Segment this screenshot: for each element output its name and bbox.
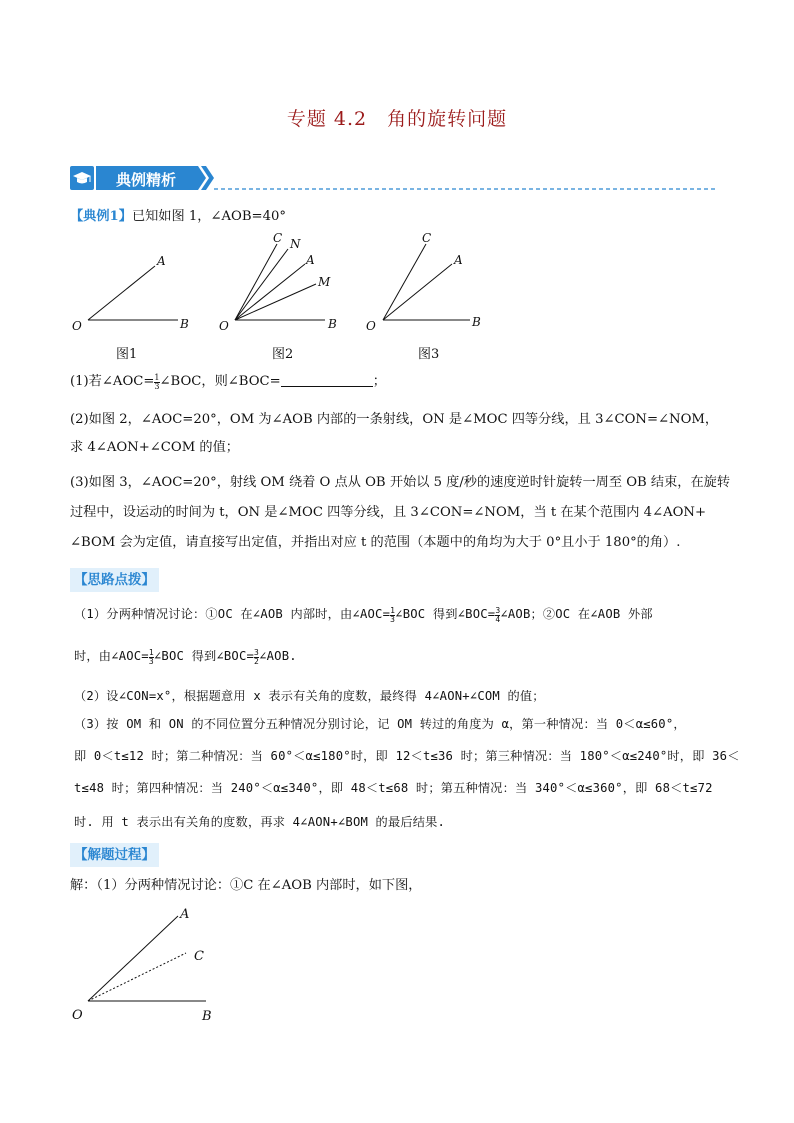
fig2-label-a: A	[306, 253, 315, 267]
hint-2: （2）设∠CON=x°，根据题意用 x 表示有关角的度数，最终得 4∠AON+∠COM 的值；	[74, 689, 545, 703]
fig3-label-o: O	[366, 319, 376, 333]
q1-fraction: $\frac{1}{3}$	[154, 373, 160, 391]
q1-prefix: (1)若∠AOC=	[70, 374, 155, 389]
question-3-line-3: ∠BOM 会为定值，请直接写出定值，并指出对应 t 的范围（本题中的角均为大于 0°且小于 180°的角）.	[70, 535, 681, 550]
fig1-label-a: A	[157, 254, 166, 268]
solution-label-o: O	[72, 1008, 83, 1023]
solution-label-c: C	[194, 949, 204, 964]
solution-label-b: B	[202, 1009, 212, 1024]
fig3-label-a: A	[454, 253, 463, 267]
fig2-label-b: B	[328, 317, 337, 331]
question-2-line-2: 求 4∠AON+∠COM 的值；	[70, 440, 239, 455]
figures-1-3	[60, 228, 520, 338]
fig1-label-b: B	[180, 317, 189, 331]
fig3-caption: 图3	[418, 347, 440, 362]
example-tag: 【典例1】	[70, 209, 132, 224]
question-3-line-2: 过程中，设运动的时间为 t，ON 是∠MOC 四等分线，且 3∠CON=∠NOM，当 t 在某个范围内 4∠AON+	[70, 505, 707, 520]
hint-fraction-3-4: $\frac{3}{4}$	[495, 606, 501, 624]
fig3-label-b: B	[472, 315, 481, 329]
fig2-label-c: C	[273, 231, 283, 245]
figure-3	[366, 231, 481, 333]
fig2-label-m: M	[318, 275, 331, 289]
solution-figure	[60, 898, 260, 1028]
example-text: 已知如图 1，∠AOB=40°	[131, 209, 286, 224]
hint-1-line-1: （1）分两种情况讨论：①OC 在∠AOB 内部时，由∠AOC= $\frac{1}{3}$ ∠BOC 得到∠BOC= $\frac{3}{4}$ ∠AOB；②OC 在∠AOB 外部	[74, 606, 653, 624]
hint-3-line-2: 即 0＜t≤12 时；第二种情况：当 60°＜α≤180°时，即 12＜t≤36 时；第三种情况：当 180°＜α≤240°时，即 36＜	[74, 749, 740, 763]
solution-line: 解：（1）分两种情况讨论：①C 在∠AOB 内部时，如下图，	[70, 878, 422, 893]
hint-3-line-4: 时. 用 t 表示出有关角的度数，再求 4∠AON+∠BOM 的最后结果.	[74, 815, 446, 829]
q1-mid: ∠BOC，则∠BOC=	[159, 374, 281, 389]
question-2-line-1: (2)如图 2，∠AOC=20°，OM 为∠AOB 内部的一条射线，ON 是∠MOC 四等分线，且 3∠CON=∠NOM，	[70, 412, 719, 427]
figure-1	[72, 254, 189, 333]
section-header-label: 典例精析	[116, 171, 177, 189]
hint-fraction-1-3: $\frac{1}{3}$	[390, 606, 396, 624]
fig2-caption: 图2	[272, 347, 294, 362]
hint-tag: 【思路点拨】	[70, 568, 159, 592]
fig1-caption: 图1	[116, 347, 138, 362]
question-3-line-1: (3)如图 3，∠AOC=20°，射线 OM 绕着 O 点从 OB 开始以 5 度/秒的速度逆时针旋转一周至 OB 结束，在旋转	[70, 475, 731, 490]
fig2-label-o: O	[219, 319, 229, 333]
hint-fraction-1-3-b: $\frac{1}{3}$	[148, 648, 154, 666]
fig1-label-o: O	[72, 319, 82, 333]
hint-fraction-3-2: $\frac{3}{2}$	[254, 648, 260, 666]
figure-2	[219, 231, 337, 333]
solution-label-a: A	[180, 907, 190, 922]
hint-1-line-2: 时，由∠AOC= $\frac{1}{3}$ ∠BOC 得到∠BOC= $\frac{3}{2}$ ∠AOB.	[74, 648, 297, 666]
question-1: (1)若∠AOC= $\frac{1}{3}$ ∠BOC，则∠BOC= ；	[70, 373, 386, 391]
page-title: 专题 4.2 角的旋转问题	[286, 108, 508, 130]
section-header	[70, 163, 718, 193]
q1-answer-blank[interactable]	[281, 372, 373, 387]
example-intro	[70, 207, 730, 227]
fig3-label-c: C	[422, 231, 432, 245]
hint-3-line-1: （3）按 OM 和 ON 的不同位置分五种情况分别讨论，记 OM 转过的角度为 α，第一种情况：当 0＜α≤60°，	[74, 717, 686, 731]
fig2-label-n: N	[290, 237, 301, 251]
solution-tag: 【解题过程】	[70, 843, 159, 867]
hint-3-line-3: t≤48 时；第四种情况：当 240°＜α≤340°，即 48＜t≤68 时；第五种情况：当 340°＜α≤360°，即 68＜t≤72	[74, 781, 713, 795]
